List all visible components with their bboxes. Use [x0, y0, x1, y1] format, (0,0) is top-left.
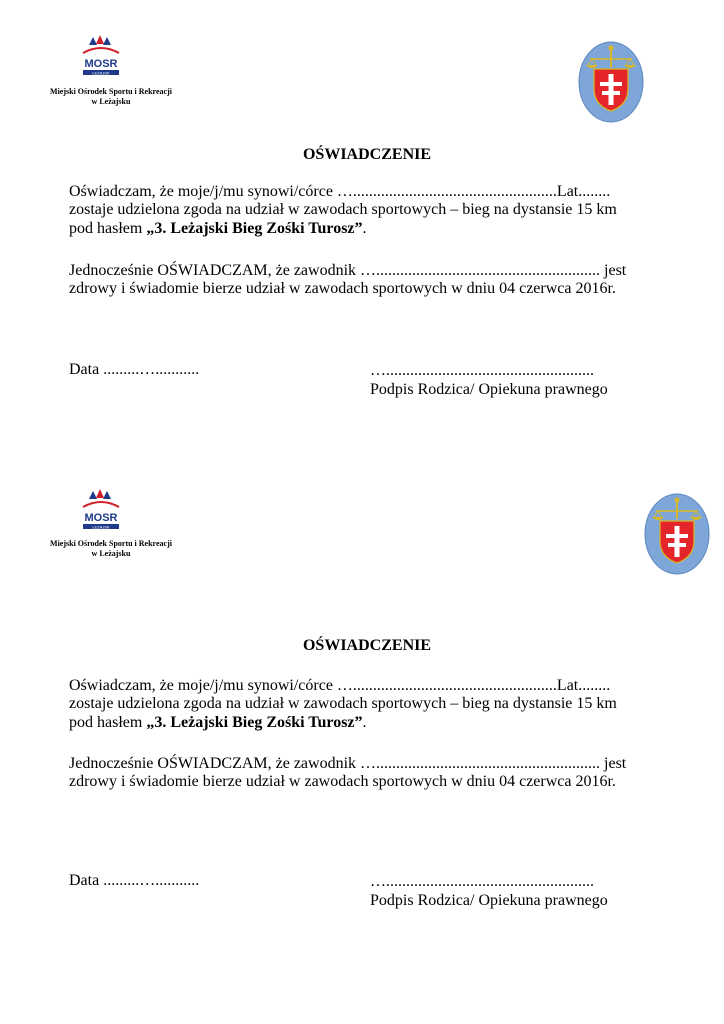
leżajsk-coat-of-arms [578, 41, 644, 123]
logo-subtext: LEŻAJSK [92, 524, 110, 530]
health-line-2: zdrowy i świadomie bierze udział w zawodach sportowych w dniu 04 czerwca 2016r. [69, 773, 616, 791]
organization-name [34, 87, 188, 107]
signature-label: Podpis Rodzica/ Opiekuna prawnego [370, 892, 608, 909]
health-line-2: zdrowy i świadomie bierze udział w zawodach sportowych w dniu 04 czerwca 2016r. [69, 280, 616, 298]
signature-block [370, 361, 608, 399]
consent-line-1: Oświadczam, że moje/j/mu synowi/córce …...................................................Lat........ [69, 677, 611, 694]
signature-block [370, 872, 608, 910]
health-line-1: Jednocześnie OŚWIADCZAM, że zawodnik …........................................................ jest [69, 262, 627, 279]
declaration-paragraph-1 [69, 183, 665, 238]
organization-name-line2: w Leżajsku [91, 97, 131, 106]
declaration-title: OŚWIADCZENIE [302, 637, 432, 654]
declaration-paragraph-1 [69, 677, 665, 732]
signature-label: Podpis Rodzica/ Opiekuna prawnego [370, 381, 608, 398]
signature-line: ….................................................... [370, 362, 594, 379]
event-name: „3. Leżajski Bieg Zośki Turosz” [146, 713, 363, 731]
consent-line-3: pod hasłem „3. Leżajski Bieg Zośki Turosz”. [69, 713, 367, 731]
consent-line-2: zostaje udzielona zgoda na udział w zawodach sportowych – bieg na dystansie 15 km [69, 695, 617, 713]
event-name: „3. Leżajski Bieg Zośki Turosz” [146, 219, 363, 237]
logo-text: MOSR [84, 512, 118, 524]
consent-line-3: pod hasłem „3. Leżajski Bieg Zośki Turosz”. [69, 219, 367, 237]
organization-name [34, 539, 188, 559]
declaration-paragraph-2 [69, 262, 665, 299]
logo-text: MOSR [84, 58, 118, 70]
declaration-paragraph-2 [69, 755, 665, 792]
logo-subtext: LEŻAJSK [92, 70, 110, 76]
consent-line-1: Oświadczam, że moje/j/mu synowi/córce …...................................................Lat........ [69, 183, 611, 200]
consent-line-2: zostaje udzielona zgoda na udział w zawodach sportowych – bieg na dystansie 15 km [69, 201, 617, 219]
mosr-logo [73, 33, 129, 79]
health-line-1: Jednocześnie OŚWIADCZAM, że zawodnik …........................................................ jest [69, 755, 627, 772]
mosr-logo [73, 487, 129, 533]
organization-name-line1: Miejski Ośrodek Sportu i Rekreacji [50, 87, 172, 96]
leżajsk-coat-of-arms [644, 493, 710, 575]
organization-name-line2: w Leżajsku [91, 549, 131, 558]
date-field: Data .........…........... [69, 361, 200, 378]
declaration-title: OŚWIADCZENIE [302, 146, 432, 163]
signature-line: ….................................................... [370, 873, 594, 890]
date-field: Data .........…........... [69, 872, 200, 889]
organization-name-line1: Miejski Ośrodek Sportu i Rekreacji [50, 539, 172, 548]
